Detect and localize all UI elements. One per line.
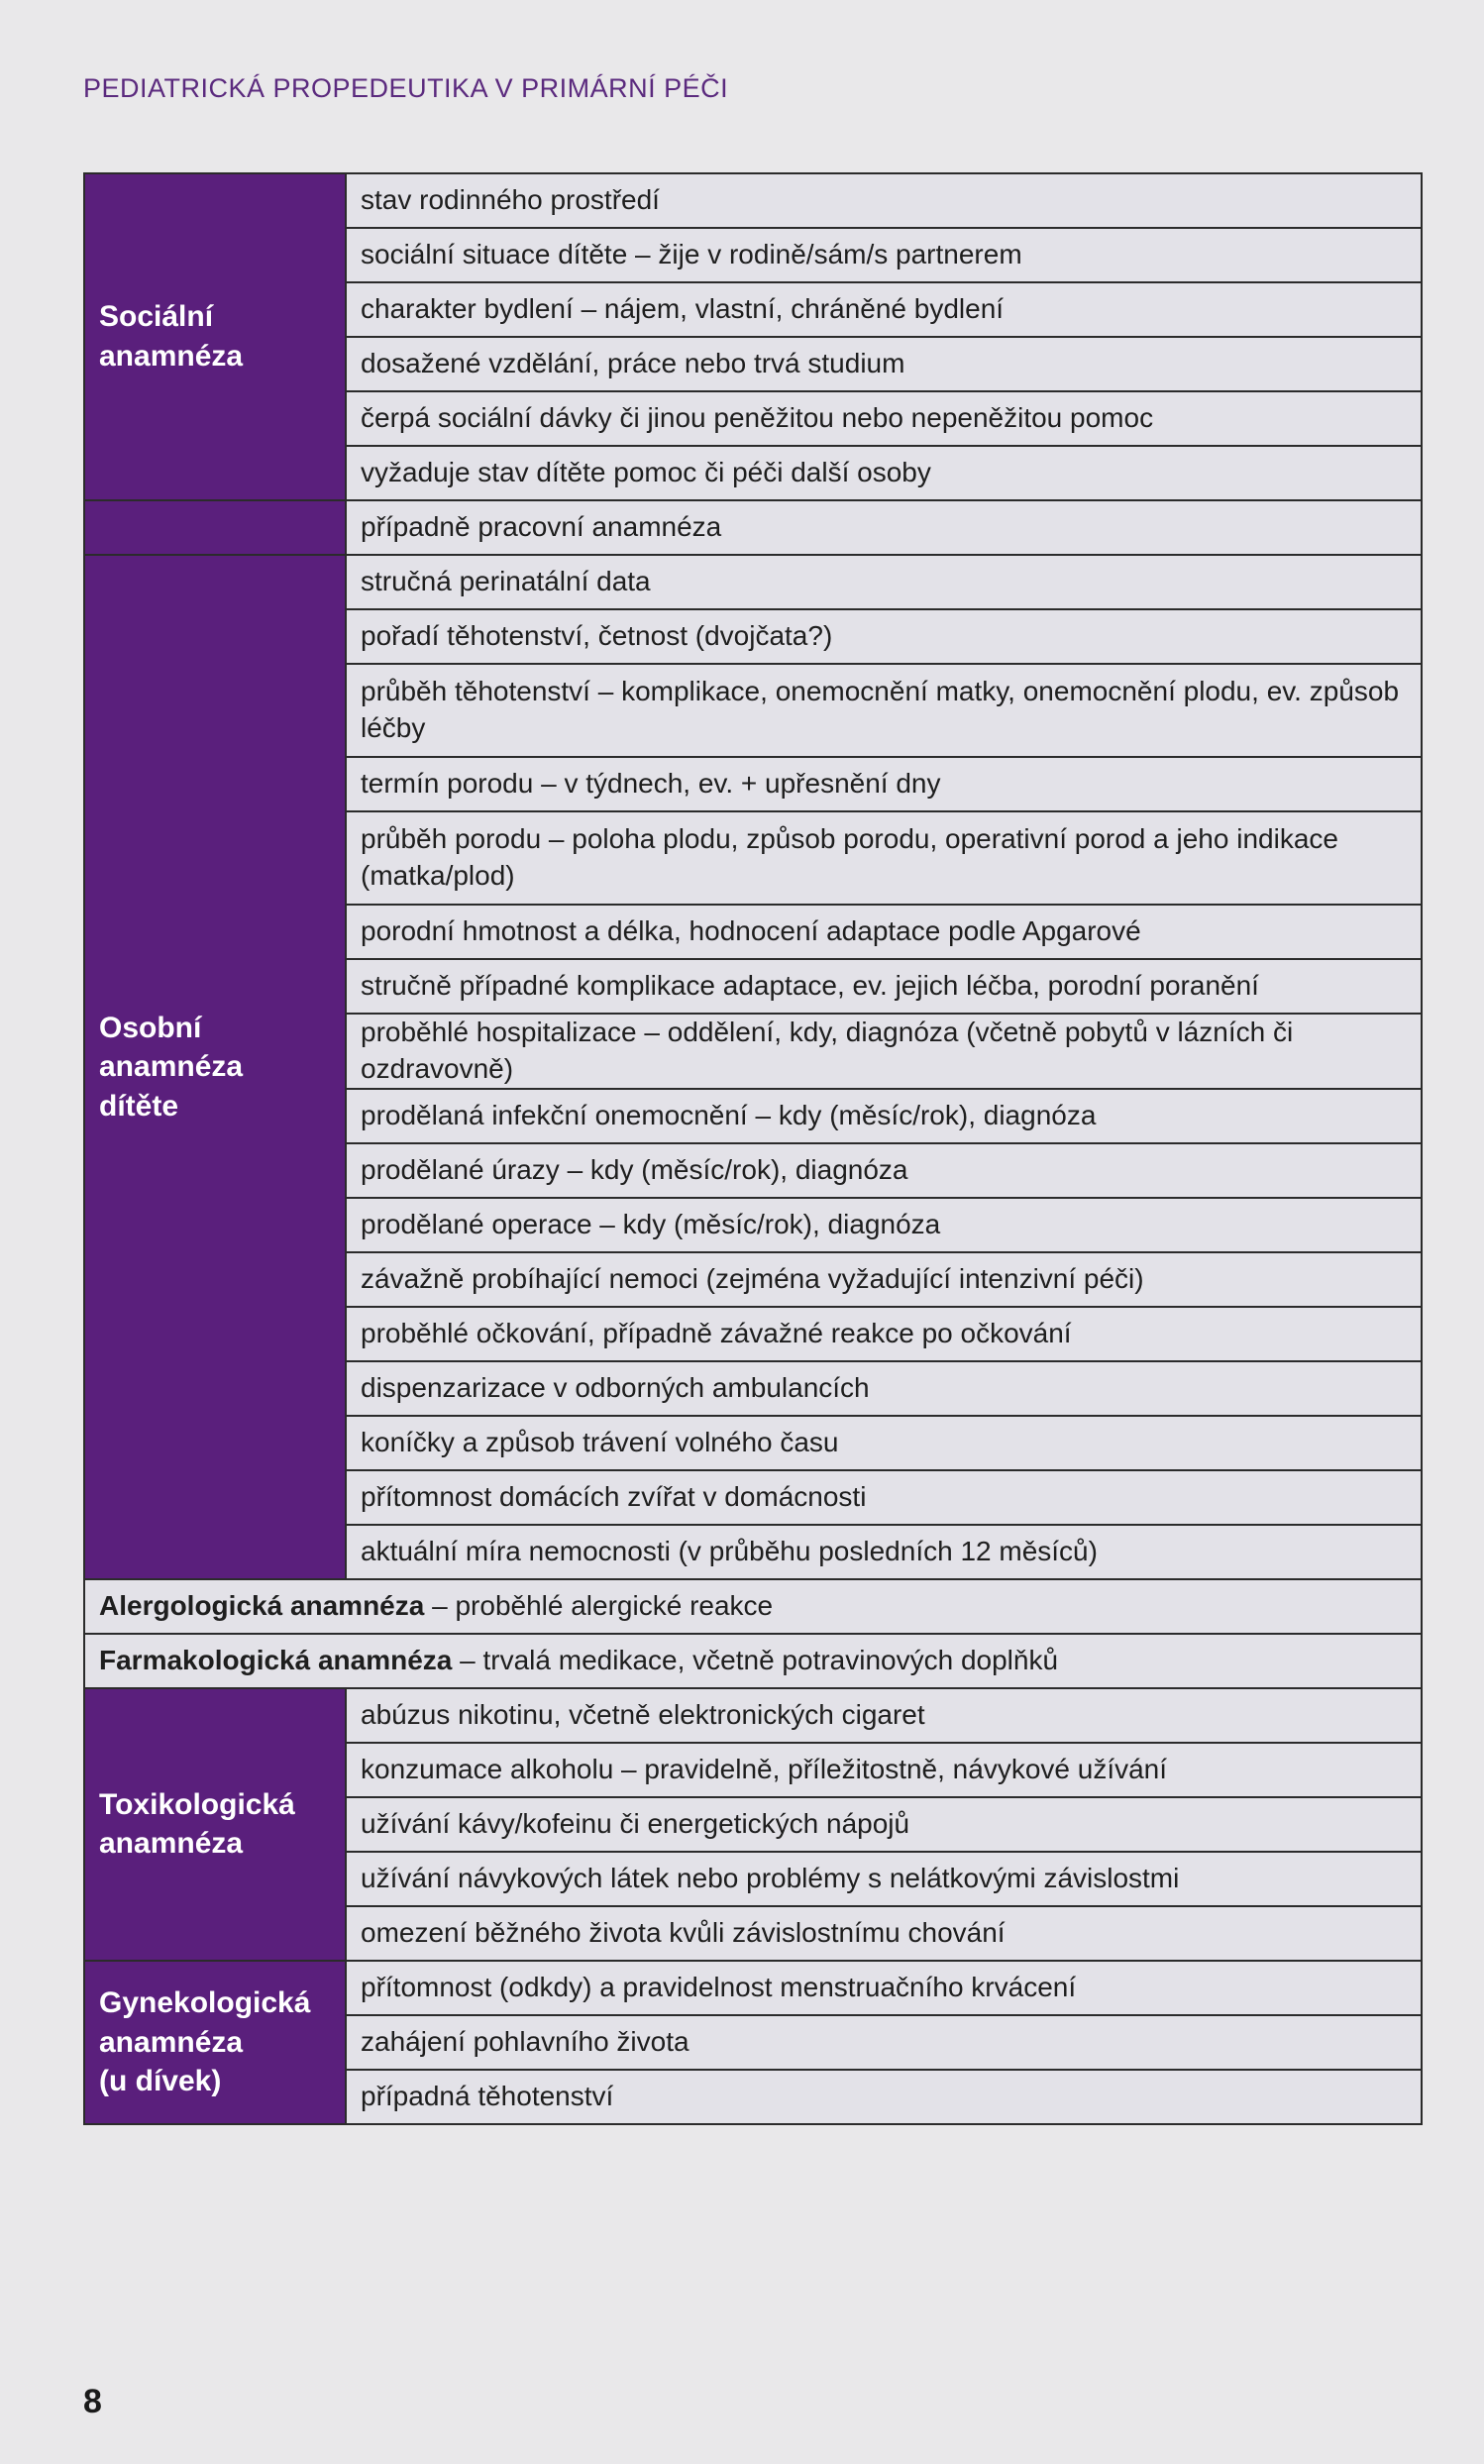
list-subitem: stručně případné komplikace adaptace, ev. jejich léčba, porodní poranění — [346, 959, 1422, 1014]
list-subitem: termín porodu – v týdnech, ev. + upřesnění dny — [346, 757, 1422, 811]
allergy-row — [84, 1579, 1422, 1634]
list-item: proběhlé očkování, případně závažné reakce po očkování — [346, 1307, 1422, 1361]
list-item: omezení běžného života kvůli závislostnímu chování — [346, 1906, 1422, 1961]
table-row — [84, 1579, 1422, 1634]
list-item: zahájení pohlavního života — [346, 2015, 1422, 2070]
table-row — [84, 1634, 1422, 1688]
table-row — [84, 555, 1422, 609]
list-subitem: porodní hmotnost a délka, hodnocení adaptace podle Apgarové — [346, 905, 1422, 959]
list-item: konzumace alkoholu – pravidelně, příležitostně, návykové užívání — [346, 1743, 1422, 1797]
allergy-text: – proběhlé alergické reakce — [424, 1589, 774, 1621]
category-work-empty — [84, 500, 346, 555]
list-item: užívání kávy/kofeinu či energetických nápojů — [346, 1797, 1422, 1852]
table-row — [84, 500, 1422, 555]
list-item: případně pracovní anamnéza — [346, 500, 1422, 555]
list-item: stručná perinatální data — [346, 555, 1422, 609]
list-item: přítomnost domácích zvířat v domácnosti — [346, 1470, 1422, 1525]
list-subitem: průběh porodu – poloha plodu, způsob porodu, operativní porod a jeho indikace (matka/plod) — [346, 811, 1422, 905]
list-item: stav rodinného prostředí — [346, 173, 1422, 228]
pharma-row — [84, 1634, 1422, 1688]
list-item: abúzus nikotinu, včetně elektronických cigaret — [346, 1688, 1422, 1743]
list-item: závažně probíhající nemoci (zejména vyžadující intenzivní péči) — [346, 1252, 1422, 1307]
running-title: PEDIATRICKÁ PROPEDEUTIKA V PRIMÁRNÍ PÉČI — [83, 73, 729, 103]
list-item: prodělaná infekční onemocnění – kdy (měsíc/rok), diagnóza — [346, 1089, 1422, 1143]
list-item: proběhlé hospitalizace – oddělení, kdy, diagnóza (včetně pobytů v lázních či ozdravovně) — [346, 1014, 1422, 1089]
list-item: dosažené vzdělání, práce nebo trvá studium — [346, 337, 1422, 391]
table-row — [84, 173, 1422, 228]
category-toxic: Toxikologická anamnéza — [84, 1688, 346, 1961]
list-item: prodělané úrazy – kdy (měsíc/rok), diagnóza — [346, 1143, 1422, 1198]
list-subitem: pořadí těhotenství, četnost (dvojčata?) — [346, 609, 1422, 664]
list-item: koníčky a způsob trávení volného času — [346, 1416, 1422, 1470]
allergy-label: Alergologická anamnéza — [99, 1589, 425, 1621]
anamnesis-table — [83, 172, 1423, 2125]
list-item: vyžaduje stav dítěte pomoc či péči další osoby — [346, 446, 1422, 500]
table-row — [84, 1688, 1422, 1743]
list-item: prodělané operace – kdy (měsíc/rok), diagnóza — [346, 1198, 1422, 1252]
list-item: přítomnost (odkdy) a pravidelnost menstruačního krvácení — [346, 1961, 1422, 2015]
list-subitem: průběh těhotenství – komplikace, onemocnění matky, onemocnění plodu, ev. způsob léčby — [346, 664, 1422, 757]
list-item: charakter bydlení – nájem, vlastní, chráněné bydlení — [346, 282, 1422, 337]
category-social: Sociální anamnéza — [84, 173, 346, 500]
category-personal: Osobní anamnéza dítěte — [84, 555, 346, 1579]
list-item: dispenzarizace v odborných ambulancích — [346, 1361, 1422, 1416]
pharma-label: Farmakologická anamnéza — [99, 1644, 453, 1675]
page-number: 8 — [83, 2383, 102, 2420]
list-item: sociální situace dítěte – žije v rodině/sám/s partnerem — [346, 228, 1422, 282]
list-item: případná těhotenství — [346, 2070, 1422, 2124]
list-item: aktuální míra nemocnosti (v průběhu posledních 12 měsíců) — [346, 1525, 1422, 1579]
list-item: čerpá sociální dávky či jinou peněžitou nebo nepeněžitou pomoc — [346, 391, 1422, 446]
category-gyn: Gynekologická anamnéza (u dívek) — [84, 1961, 346, 2124]
pharma-text: – trvalá medikace, včetně potravinových doplňků — [452, 1644, 1059, 1675]
list-item: užívání návykových látek nebo problémy s nelátkovými závislostmi — [346, 1852, 1422, 1906]
table-row — [84, 1961, 1422, 2015]
